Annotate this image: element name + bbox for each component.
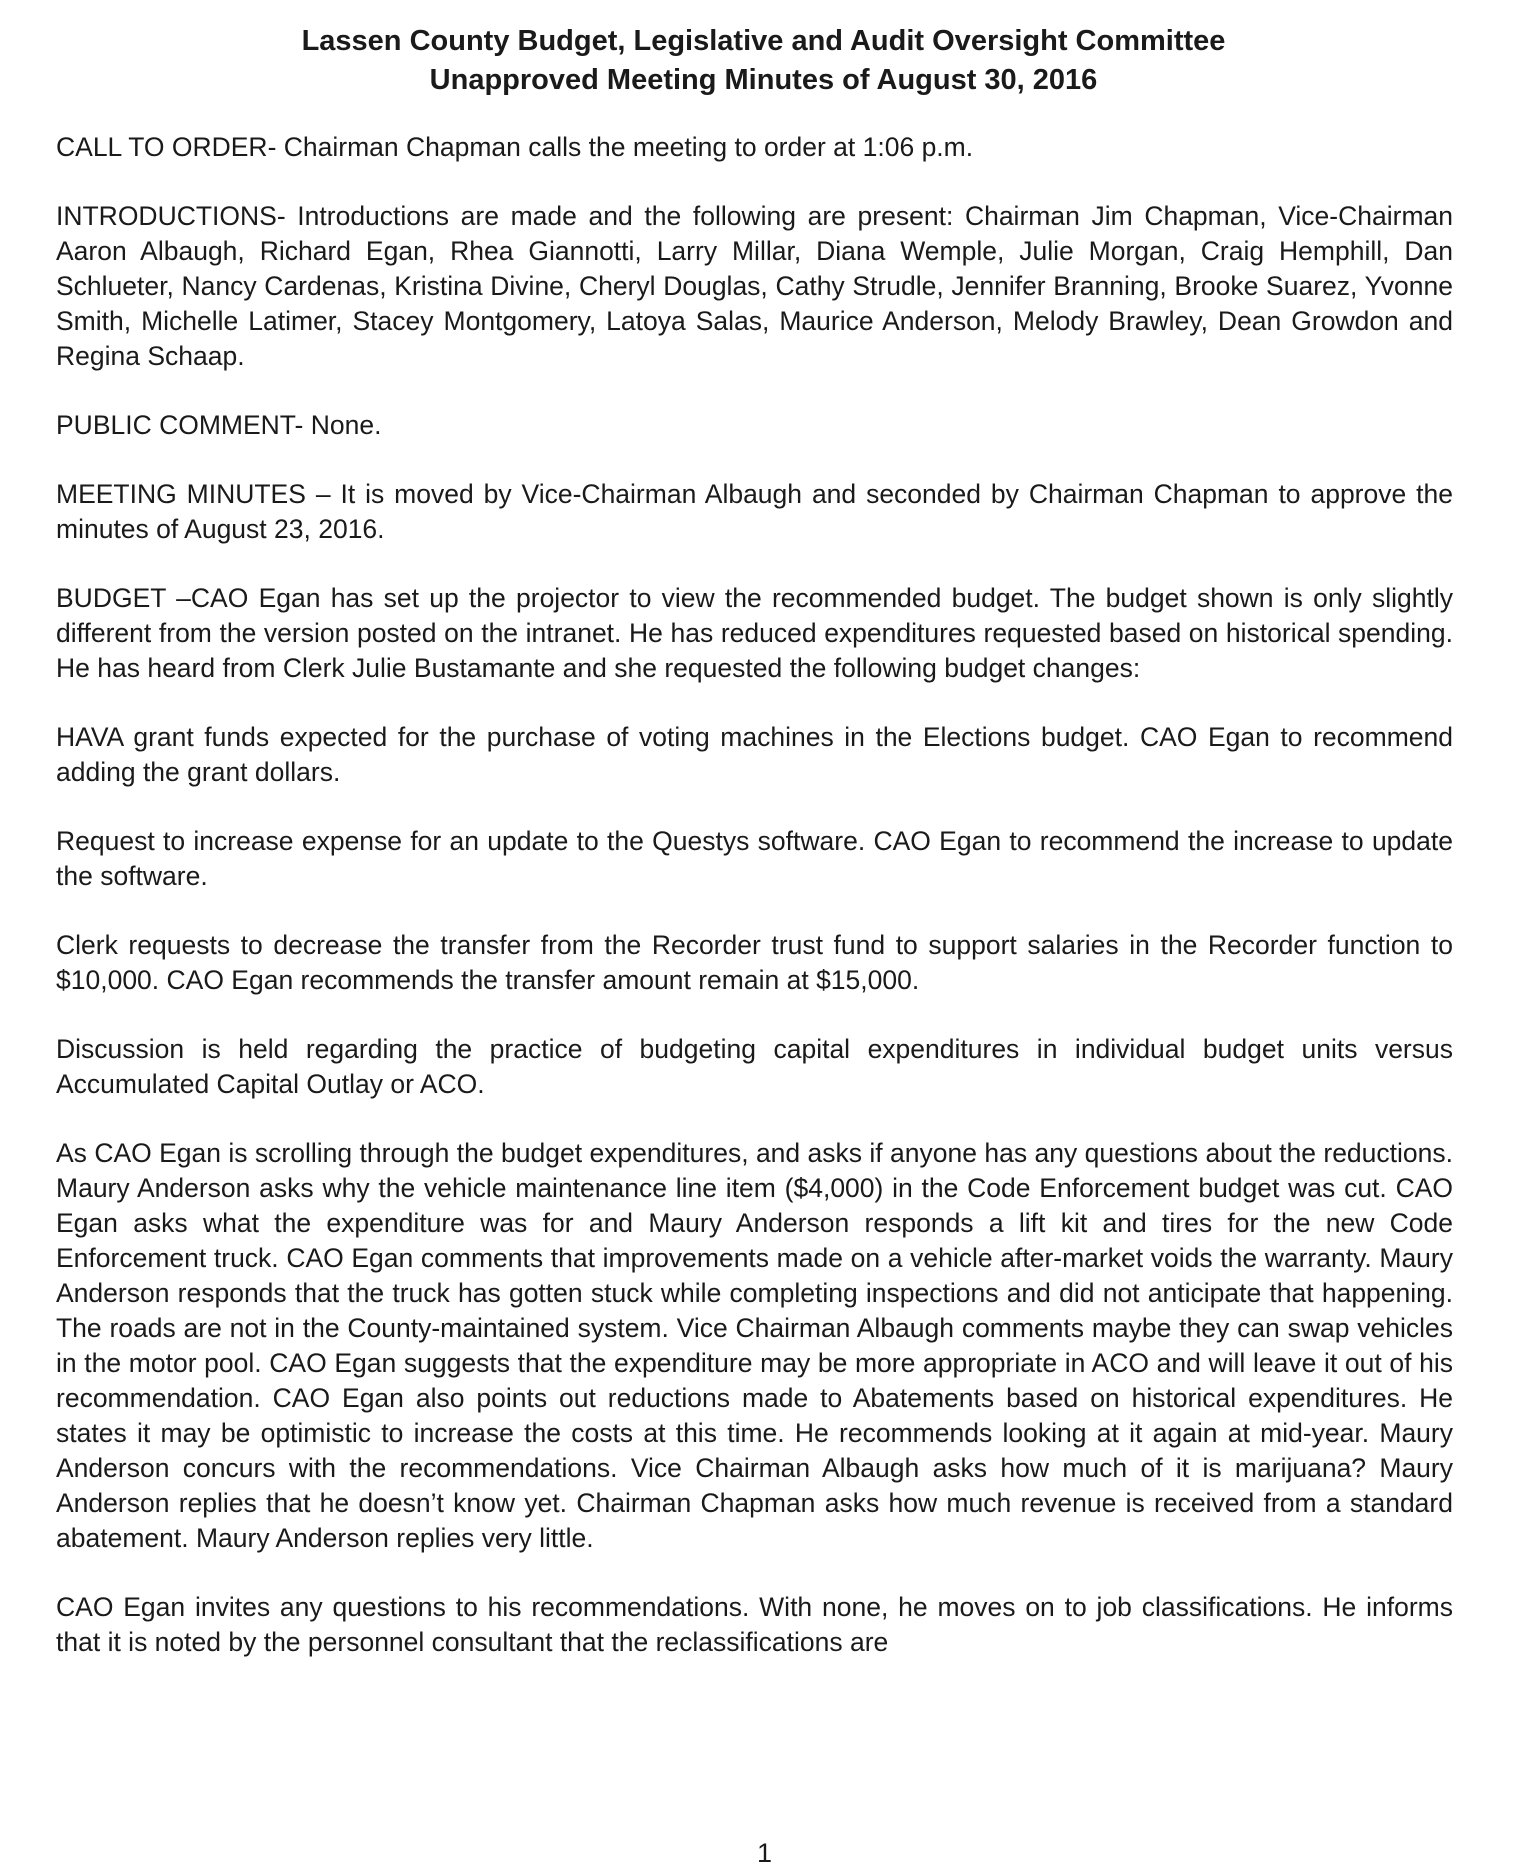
paragraph-introductions: INTRODUCTIONS- Introductions are made and the following are present: Chairman Jim Chapman, Vice-Chairman Aaron Albaugh, Richard Egan, Rhea Giannotti, Larry Millar, Diana Wemple, Julie Morgan, Craig Hemphill, Dan Schlueter, Nancy Cardenas, Kristina Divine, Cheryl Douglas, Cathy Strudle, Jennifer Branning, Brooke Suarez, Yvonne Smith, Michelle Latimer, Stacey Montgomery, Latoya Salas, Maurice Anderson, Melody Brawley, Dean Growdon and Regina Schaap. <box>56 201 1453 371</box>
document-title: Lassen County Budget, Legislative and Audit Oversight Committee <box>301 25 1226 57</box>
paragraph-code-enforcement: As CAO Egan is scrolling through the budget expenditures, and asks if anyone has any questions about the reductions. Maury Anderson asks why the vehicle maintenance line item ($4,000) in the Code Enforcement budget was cut. CAO Egan asks what the expenditure was for and Maury Anderson responds a lift kit and tires for the new Code Enforcement truck. CAO Egan comments that improvements made on a vehicle after-market voids the warranty. Maury Anderson responds that the truck has gotten stuck while completing inspections and did not anticipate that happening. The roads are not in the County-maintained system. Vice Chairman Albaugh comments maybe they can swap vehicles in the motor pool. CAO Egan suggests that the expenditure may be more appropriate in ACO and will leave it out of his recommendation. CAO Egan also points out reductions made to Abatements based on historical expenditures. He states it may be optimistic to increase the costs at this time. He recommends looking at it again at mid-year. Maury Anderson concurs with the recommendations. Vice Chairman Albaugh asks how much of it is marijuana? Maury Anderson replies that he doesn’t know yet. Chairman Chapman asks how much revenue is received from a standard abatement. Maury Anderson replies very little. <box>56 1138 1453 1553</box>
document-header <box>56 22 1453 100</box>
paragraph-call-to-order: CALL TO ORDER- Chairman Chapman calls the meeting to order at 1:06 p.m. <box>56 132 974 162</box>
paragraph-hava-grant: HAVA grant funds expected for the purchase of voting machines in the Elections budget. CAO Egan to recommend adding the grant dollars. <box>56 722 1453 787</box>
paragraph-public-comment: PUBLIC COMMENT- None. <box>56 410 382 440</box>
paragraph-capital-expenditures: Discussion is held regarding the practice of budgeting capital expenditures in individual budget units versus Accumulated Capital Outlay or ACO. <box>56 1034 1453 1099</box>
page-number: 1 <box>756 1838 773 1868</box>
paragraph-budget: BUDGET –CAO Egan has set up the projector to view the recommended budget. The budget shown is only slightly different from the version posted on the intranet. He has reduced expenditures requested based on historical spending. He has heard from Clerk Julie Bustamante and she requested the following budget changes: <box>56 583 1453 683</box>
document-subtitle: Unapproved Meeting Minutes of August 30, 2016 <box>429 64 1098 96</box>
paragraph-job-classifications: CAO Egan invites any questions to his recommendations. With none, he moves on to job classifications. He informs that it is noted by the personnel consultant that the reclassifications are <box>56 1592 1453 1657</box>
paragraph-questys-software: Request to increase expense for an update to the Questys software. CAO Egan to recommend the increase to update the software. <box>56 826 1453 891</box>
paragraph-recorder-transfer: Clerk requests to decrease the transfer from the Recorder trust fund to support salaries in the Recorder function to $10,000. CAO Egan recommends the transfer amount remain at $15,000. <box>56 930 1453 995</box>
paragraph-meeting-minutes: MEETING MINUTES – It is moved by Vice-Chairman Albaugh and seconded by Chairman Chapman to approve the minutes of August 23, 2016. <box>56 479 1453 544</box>
